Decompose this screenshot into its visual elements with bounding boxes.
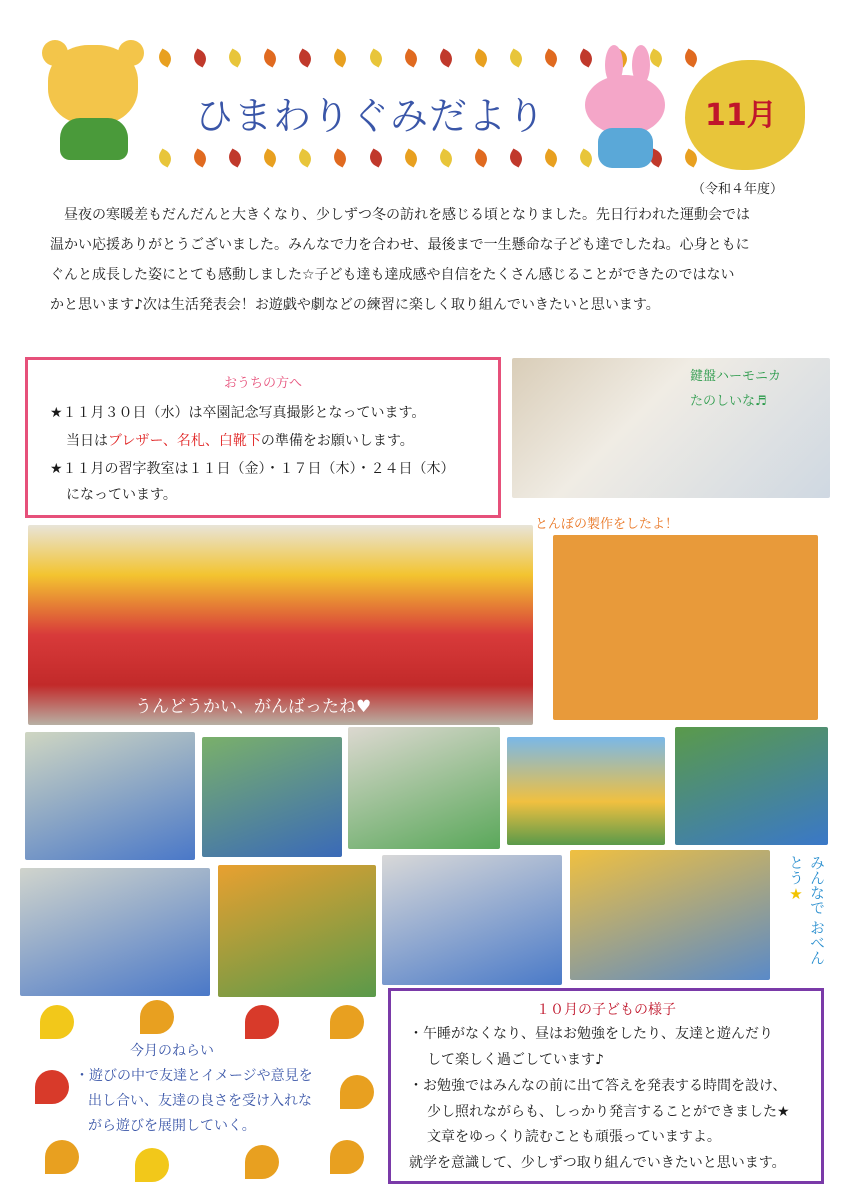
goal-line: ・遊びの中で友達とイメージや意見を	[75, 1068, 313, 1084]
monthly-line: して楽しく過ごしています♪	[427, 1052, 604, 1068]
leaf-icon	[682, 48, 701, 67]
leaf-face-icon	[45, 1140, 79, 1174]
year-note: （令和４年度）	[692, 182, 784, 197]
notice-text: 当日は	[66, 433, 108, 449]
intro-line: 昼夜の寒暖差もだんだんと大きくなり、少しずつ冬の訪れを感じる頃となりました。先日行われた運動会では	[64, 207, 750, 223]
lunch-photo	[570, 850, 770, 980]
lunch-caption-line: おべんとう	[787, 855, 826, 965]
leaf-icon	[541, 48, 560, 67]
leaf-face-icon	[245, 1005, 279, 1039]
leaf-icon	[436, 48, 455, 67]
lunch-photo	[348, 727, 500, 849]
leaf-icon	[296, 48, 315, 67]
leaf-icon	[155, 148, 174, 167]
monthly-line: ・お勉強ではみんなの前に出て答えを発表する時間を設け、	[409, 1078, 787, 1094]
leaf-icon	[331, 148, 350, 167]
goal-line: がら遊びを展開していく。	[88, 1118, 256, 1134]
bear-mascot-icon	[48, 45, 138, 125]
leaf-icon	[436, 148, 455, 167]
harmonica-caption: 鍵盤ハーモニカ	[690, 369, 782, 384]
lunch-photo	[675, 727, 828, 845]
month-label: 11月	[705, 98, 777, 133]
leaf-icon	[226, 48, 245, 67]
leaf-icon	[226, 148, 245, 167]
leaf-icon	[155, 48, 174, 67]
sports-day-caption: うんどうかい、がんばったね♥	[135, 697, 372, 717]
lunch-photo	[507, 737, 665, 845]
leaf-icon	[331, 48, 350, 67]
goal-title: 今月のねらい	[130, 1043, 214, 1059]
notice-text: の準備をお願いします。	[260, 433, 414, 449]
bear-body-icon	[60, 118, 128, 160]
leaf-icon	[366, 48, 385, 67]
lunch-photo	[25, 732, 195, 860]
notice-emphasis: ブレザー、名札、白靴下	[108, 433, 261, 449]
monthly-line: 就学を意識して、少しずつ取り組んでいきたいと思います。	[409, 1155, 786, 1171]
notice-line	[66, 430, 414, 450]
leaf-icon	[401, 148, 420, 167]
notice-box	[25, 357, 501, 518]
bunny-body-icon	[598, 128, 653, 168]
leaf-face-icon	[245, 1145, 279, 1179]
leaf-face-icon	[330, 1140, 364, 1174]
leaf-icon	[577, 48, 596, 67]
lunch-photo	[202, 737, 342, 857]
leaf-icon	[191, 148, 210, 167]
notice-title: おうちの方へ	[223, 376, 302, 391]
monthly-line: 少し照れながらも、しっかり発言することができました★	[427, 1104, 790, 1120]
harmonica-photo	[512, 358, 830, 498]
leaf-face-icon	[330, 1005, 364, 1039]
monthly-line: ・午睡がなくなり、昼はお勉強をしたり、友達と遊んだり	[409, 1026, 773, 1042]
goal-line: 出し合い、友達の良さを受け入れな	[88, 1093, 312, 1109]
notice-line: ★１１月３０日（水）は卒園記念写真撮影となっています。	[50, 405, 426, 421]
lunch-photo	[20, 868, 210, 996]
leaf-face-icon	[140, 1000, 174, 1034]
leaf-icon	[296, 148, 315, 167]
star-icon: ★	[787, 885, 805, 903]
leaf-face-icon	[340, 1075, 374, 1109]
lunch-caption	[778, 855, 828, 965]
intro-line: 温かい応援ありがとうございました。みんなで力を合わせ、最後まで一生懸命な子ども達でしたね。心身ともに	[50, 237, 750, 253]
intro-line: ぐんと成長した姿にとても感動しました☆子ども達も達成感や自信をたくさん感じることができたのではない	[50, 267, 735, 283]
lunch-caption-line: みんなで	[808, 855, 826, 915]
leaf-face-icon	[135, 1148, 169, 1182]
leaf-icon	[471, 48, 490, 67]
notice-line: ★１１月の習字教室は１１日（金）・１７日（木）・２４日（木）	[50, 461, 455, 477]
leaf-icon	[506, 148, 525, 167]
monthly-line: 文章をゆっくり読むことも頑張っていますよ。	[427, 1129, 721, 1145]
leaf-icon	[577, 148, 596, 167]
intro-paragraph	[50, 200, 810, 320]
leaf-icon	[191, 48, 210, 67]
monthly-report-box	[388, 988, 824, 1184]
intro-line: かと思います♪次は生活発表会！お遊戯や劇などの練習に楽しく取り組んでいきたいと思います。	[50, 297, 660, 313]
monthly-title: １０月の子どもの様子	[536, 1002, 676, 1018]
leaf-face-icon	[35, 1070, 69, 1104]
dragonfly-artwork-photo	[553, 535, 818, 720]
leaf-icon	[506, 48, 525, 67]
lunch-photo	[382, 855, 562, 985]
leaf-icon	[261, 48, 280, 67]
notice-line: になっています。	[66, 487, 177, 503]
leaf-icon	[261, 148, 280, 167]
bunny-mascot-icon	[585, 75, 665, 135]
harmonica-caption: たのしいな♬	[690, 394, 767, 409]
lunch-photo	[218, 865, 376, 997]
leaf-face-icon	[40, 1005, 74, 1039]
leaf-icon	[541, 148, 560, 167]
page-title: ひまわりぐみだより	[195, 94, 547, 138]
dragonfly-caption: とんぼの製作をしたよ！	[535, 517, 679, 532]
leaf-icon	[401, 48, 420, 67]
leaf-icon	[471, 148, 490, 167]
leaf-icon	[366, 148, 385, 167]
